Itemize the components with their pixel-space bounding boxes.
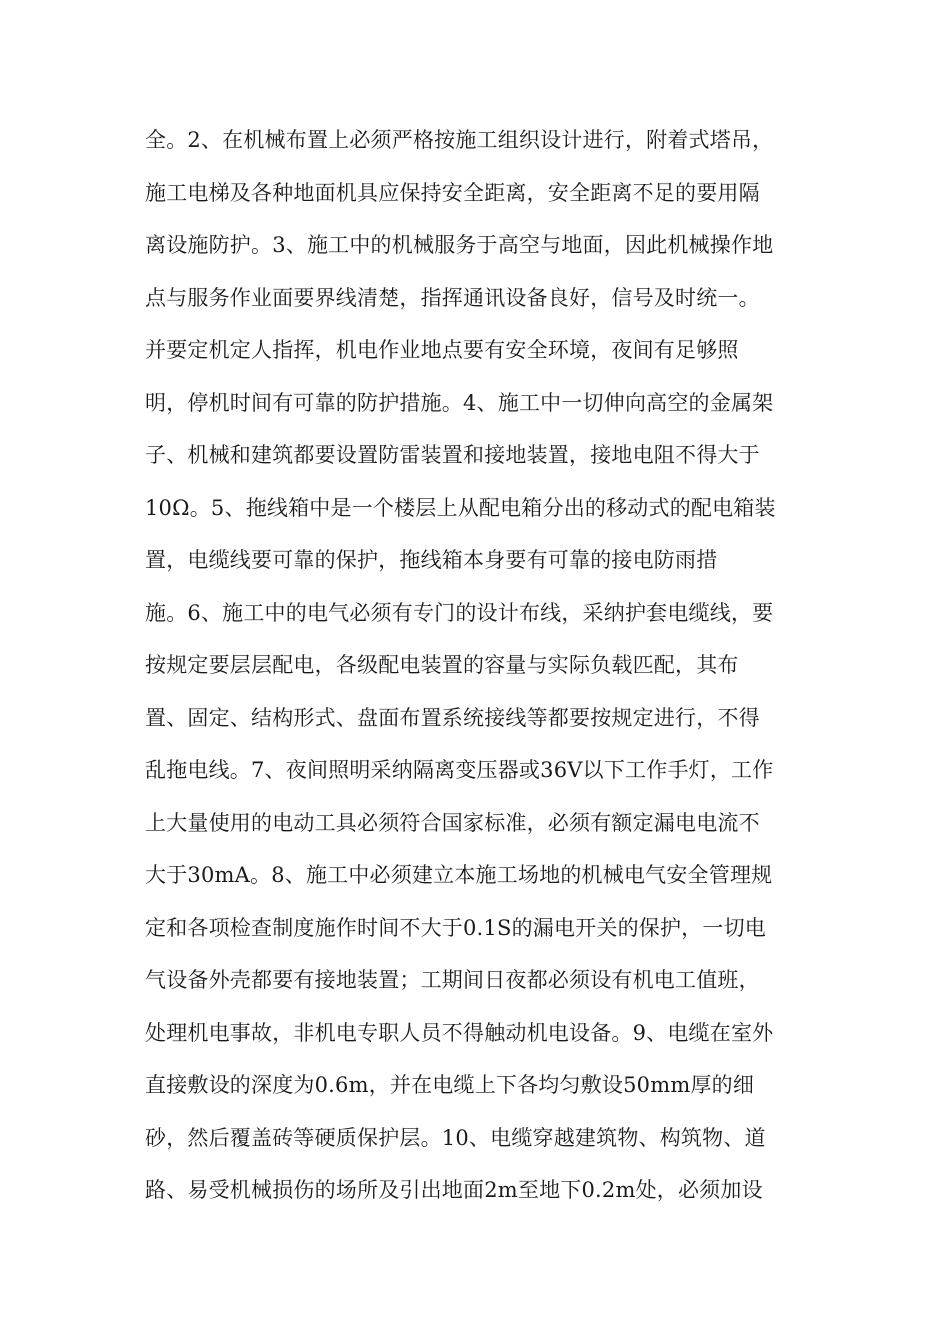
text-line: 路、易受机械损伤的场所及引出地面2m至地下0.2m处，必须加设 [145,1178,763,1202]
text-line: 大于30mA。8、施工中必须建立本施工场地的机械电气安全管理规 [145,863,773,887]
text-line: 定和各项检查制度施作时间不大于0.1S的漏电开关的保护，一切电 [145,915,766,940]
text-line: 按规定要层层配电，各级配电装置的容量与实际负载匹配，其布 [145,653,739,677]
text-line: 乱拖电线。7、夜间照明采纳隔离变压器或36V以下工作手灯，工作 [145,758,774,782]
text-line: 施工电梯及各种地面机具应保持安全距离，安全距离不足的要用隔 [145,180,760,205]
text-line: 上大量使用的电动工具必须符合国家标准，必须有额定漏电电流不 [145,810,760,835]
text-line: 明，停机时间有可靠的防护措施。4、施工中一切伸向高空的金属架 [145,390,774,415]
text-line: 子、机械和建筑都要设置防雷装置和接地装置，接地电阻不得大于 [145,443,760,467]
text-line: 10Ω。5、拖线箱中是一个楼层上从配电箱分出的移动式的配电箱装 [145,495,776,520]
text-line: 离设施防护。3、施工中的机械服务于高空与地面，因此机械操作地 [145,233,774,257]
text-line: 气设备外壳都要有接地装置；工期间日夜都必须设有机电工值班， [145,968,760,992]
text-line: 并要定机定人指挥，机电作业地点要有安全环境，夜间有足够照 [145,338,739,362]
text-line: 砂，然后覆盖砖等硬质保护层。10、电缆穿越建筑物、构筑物、道 [145,1125,766,1150]
text-line: 全。2、在机械布置上必须严格按施工组织设计进行，附着式塔吊， [145,128,774,152]
text-line: 施。6、施工中的电气必须有专门的设计布线，采纳护套电缆线，要 [145,600,774,625]
text-line: 处理机电事故，非机电专职人员不得触动机电设备。9、电缆在室外 [145,1020,774,1045]
text-line: 点与服务作业面要界线清楚，指挥通讯设备良好，信号及时统一。 [145,285,760,310]
body-text [145,114,825,1217]
text-line: 直接敷设的深度为0.6m，并在电缆上下各均匀敷设50mm厚的细 [145,1073,755,1097]
text-line: 置，电缆线要可靠的保护，拖线箱本身要有可靠的接电防雨措 [145,548,718,572]
text-line: 置、固定、结构形式、盘面布置系统接线等都要按规定进行，不得 [145,705,760,730]
